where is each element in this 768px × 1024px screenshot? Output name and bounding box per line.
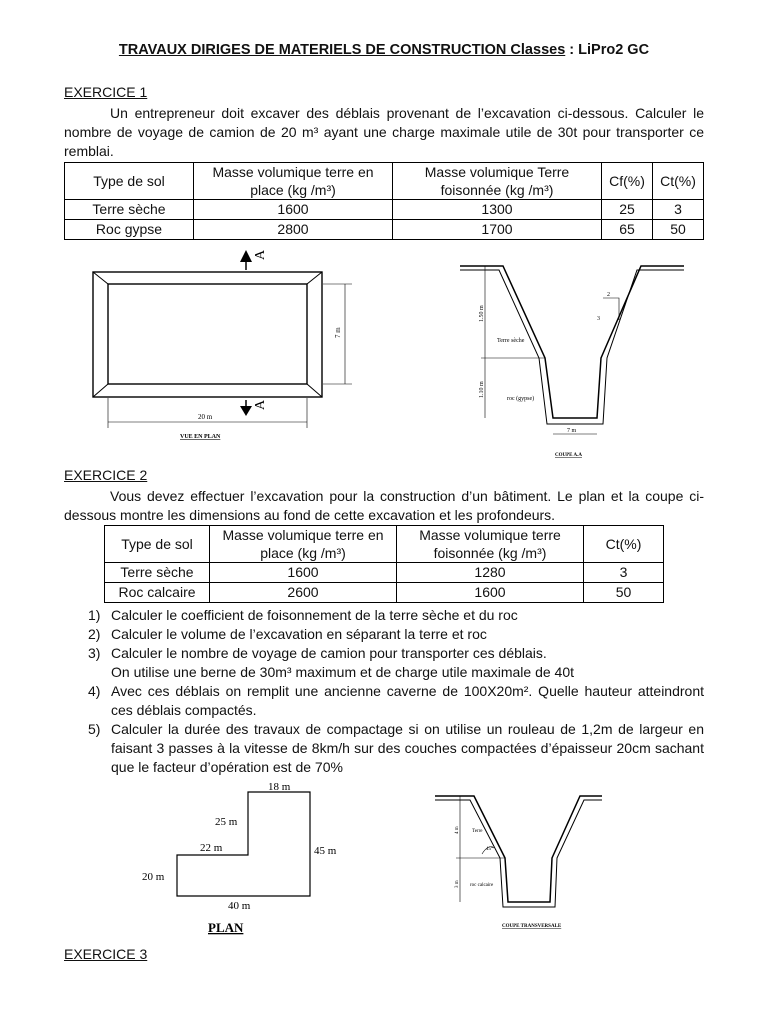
exercise-1-table bbox=[64, 162, 704, 240]
table-cell: Roc calcaire bbox=[105, 583, 210, 603]
table-cell: 3 bbox=[653, 200, 704, 220]
plan-corner-line bbox=[307, 272, 322, 284]
exercise-1-heading: EXERCICE 1 bbox=[64, 84, 148, 100]
plan-l-shape bbox=[177, 792, 310, 896]
angle-label: 45° bbox=[486, 847, 493, 852]
document-title bbox=[0, 42, 768, 58]
table-cell: 1600 bbox=[194, 200, 393, 220]
question-item: 2) Calculer le volume de l’excavation en séparant la terre et roc bbox=[88, 626, 487, 642]
slope-horizontal-label: 2 bbox=[607, 292, 610, 298]
table-cell: 1280 bbox=[397, 563, 584, 583]
trench-hatch-line bbox=[460, 270, 684, 424]
table-header-cell: Masse volumique terre en place (kg /m³) bbox=[210, 526, 397, 563]
plan-step-label: 22 m bbox=[200, 842, 223, 854]
plan-bottom-label: 40 m bbox=[228, 900, 251, 912]
exercise-2-table bbox=[104, 525, 664, 603]
exercise-2-heading: EXERCICE 2 bbox=[64, 467, 148, 483]
question-item: 3) Calculer le nombre de voyage de camion pour transporter ces déblais. On utilise une berne de 30m³ maximum et de charge utile maximale de 40t bbox=[88, 645, 575, 680]
exercise-1-plan-figure bbox=[80, 248, 380, 448]
table-row bbox=[105, 563, 664, 583]
table-cell: 3 bbox=[584, 563, 664, 583]
section-mark-bottom: A bbox=[253, 399, 268, 410]
table-header-cell: Type de sol bbox=[65, 163, 194, 200]
depth-bottom-label: 3 m bbox=[455, 880, 460, 888]
table-header-cell: Type de sol bbox=[105, 526, 210, 563]
table-header-row bbox=[105, 526, 664, 563]
plan-height-label: 7 m bbox=[334, 327, 342, 338]
layer-bottom-label: roc (gypse) bbox=[507, 396, 535, 402]
exercise-1-section-figure bbox=[455, 258, 695, 460]
layer-top-label: Terre sèche bbox=[497, 338, 525, 344]
table-header-cell: Ct(%) bbox=[584, 526, 664, 563]
depth-top-label: 4 m bbox=[455, 826, 460, 834]
exercise-2-plan-figure bbox=[130, 780, 370, 938]
question-item: 5) Calculer la durée des travaux de compactage si on utilise un rouleau de 1,2m de largeur en faisant 3 passes à la vitesse de 8km/h sur des couches compactées d’épaisseur 20cm sachant que le facteur d’opération est de 70% bbox=[88, 721, 704, 775]
table-cell: 50 bbox=[584, 583, 664, 603]
plan-caption: PLAN bbox=[208, 920, 244, 935]
section-caption: COUPE TRANSVERSALE bbox=[502, 924, 562, 929]
table-cell: Terre sèche bbox=[65, 200, 194, 220]
layer-top-label: Terre bbox=[472, 829, 483, 834]
plan-corner-line bbox=[93, 384, 108, 397]
plan-right-label: 45 m bbox=[314, 845, 337, 857]
section-arrow-icon bbox=[240, 406, 252, 416]
title-class: LiPro2 GC bbox=[578, 42, 650, 58]
question-item: 1) Calculer le coefficient de foisonnement de la terre sèche et du roc bbox=[88, 607, 518, 623]
table-header-cell: Masse volumique terre foisonnée (kg /m³) bbox=[397, 526, 584, 563]
trench-profile bbox=[460, 266, 684, 418]
table-cell: 1300 bbox=[393, 200, 602, 220]
table-cell: 1600 bbox=[397, 583, 584, 603]
table-cell: 1700 bbox=[393, 220, 602, 240]
table-cell: 2800 bbox=[194, 220, 393, 240]
exercise-1-statement: Un entrepreneur doit excaver des déblais provenant de l’excavation ci-dessous. Calculer le nombre de voyage de camion de 20 m³ ayant une charge maximale utile de 30t pour transporter ce remblai. bbox=[64, 105, 704, 159]
plan-corner-line bbox=[307, 384, 322, 397]
table-header-cell: Ct(%) bbox=[653, 163, 704, 200]
section-mark-top: A bbox=[253, 249, 268, 260]
table-row bbox=[105, 583, 664, 603]
exercise-2-questions bbox=[64, 606, 704, 777]
table-cell: 50 bbox=[653, 220, 704, 240]
plan-width-label: 20 m bbox=[198, 413, 213, 421]
layer-bottom-label: roc calcaire bbox=[470, 883, 494, 888]
title-sep: : bbox=[565, 42, 579, 58]
table-header-cell: Masse volumique terre en place (kg /m³) bbox=[194, 163, 393, 200]
section-caption: COUPE A.A bbox=[555, 453, 582, 458]
table-header-cell: Masse volumique Terre foisonnée (kg /m³) bbox=[393, 163, 602, 200]
table-row bbox=[65, 200, 704, 220]
slope-vertical-label: 3 bbox=[597, 316, 600, 322]
table-cell: 25 bbox=[602, 200, 653, 220]
title-main: TRAVAUX DIRIGES DE MATERIELS DE CONSTRUCTION Classes bbox=[118, 42, 566, 58]
table-cell: 2600 bbox=[210, 583, 397, 603]
table-header-row bbox=[65, 163, 704, 200]
exercise-2-section-figure bbox=[430, 790, 610, 932]
plan-corner-line bbox=[93, 272, 108, 284]
plan-outer-outline bbox=[93, 272, 322, 397]
section-arrow-icon bbox=[240, 250, 252, 262]
table-header-cell: Cf(%) bbox=[602, 163, 653, 200]
table-cell: Terre sèche bbox=[105, 563, 210, 583]
plan-top-label: 18 m bbox=[268, 781, 291, 793]
table-cell: 1600 bbox=[210, 563, 397, 583]
exercise-2-statement: Vous devez effectuer l’excavation pour la construction d’un bâtiment. Le plan et la coupe ci-dessous montre les dimensions au fond de cette excavation et les profondeurs. bbox=[64, 488, 704, 523]
table-row bbox=[65, 220, 704, 240]
plan-left-label: 20 m bbox=[142, 871, 165, 883]
depth-bottom-label: 1.10 m bbox=[479, 381, 485, 398]
plan-upper-left-label: 25 m bbox=[215, 816, 238, 828]
depth-top-label: 1.50 m bbox=[479, 305, 485, 322]
question-item: 4) Avec ces déblais on remplit une ancienne caverne de 100X20m². Quelle hauteur atteindront ces déblais compactés. bbox=[88, 683, 704, 718]
plan-inner-outline bbox=[108, 284, 307, 384]
base-width-label: 7 m bbox=[567, 428, 577, 434]
table-cell: Roc gypse bbox=[65, 220, 194, 240]
table-cell: 65 bbox=[602, 220, 653, 240]
slope-indicator bbox=[603, 298, 619, 320]
exercise-3-heading: EXERCICE 3 bbox=[64, 946, 148, 962]
plan-caption: VUE EN PLAN bbox=[180, 434, 221, 440]
